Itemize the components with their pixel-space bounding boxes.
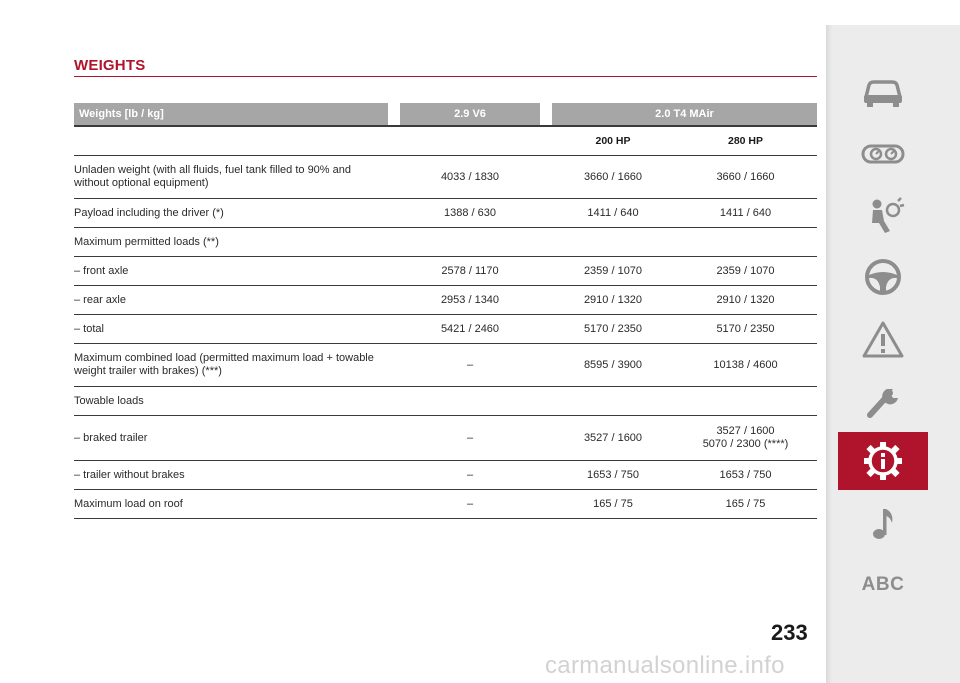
dashboard-icon <box>860 133 906 173</box>
cell-280hp: 3660 / 1660 <box>674 156 817 199</box>
row-label: Towable loads <box>74 387 388 416</box>
row-label: – front axle <box>74 257 388 286</box>
subheader-200hp: 200 HP <box>552 127 674 156</box>
cell-v6: 1388 / 630 <box>400 199 540 228</box>
cell-200hp: 2359 / 1070 <box>552 257 674 286</box>
cell-v6: – <box>400 490 540 519</box>
warning-triangle-icon <box>860 319 906 359</box>
table-row <box>74 387 817 416</box>
cell-v6: 2578 / 1170 <box>400 257 540 286</box>
table-row <box>74 416 817 461</box>
cell-280hp <box>674 416 817 461</box>
header-col-t4: 2.0 T4 MAir <box>552 103 817 127</box>
sidebar-item-emergency[interactable] <box>838 310 928 368</box>
sidebar-item-index[interactable] <box>838 556 928 614</box>
table-row <box>74 344 817 387</box>
cell-280hp-line2: 5070 / 2300 (****) <box>702 438 789 450</box>
heading-divider <box>74 76 817 77</box>
cell-280hp-line1: 3527 / 1600 <box>716 425 775 437</box>
cell-v6: – <box>400 461 540 490</box>
sidebar-item-safety[interactable] <box>838 186 928 244</box>
row-label: Maximum load on roof <box>74 490 388 519</box>
section-heading: WEIGHTS <box>74 57 146 74</box>
cell-200hp: 1653 / 750 <box>552 461 674 490</box>
header-weights-label: Weights [lb / kg] <box>74 103 388 127</box>
table-row <box>74 490 817 519</box>
cell-v6: 5421 / 2460 <box>400 315 540 344</box>
cell-v6: – <box>400 416 540 461</box>
technical-data-gear-icon <box>860 441 906 481</box>
cell-v6 <box>400 387 540 416</box>
cell-200hp: 3527 / 1600 <box>552 416 674 461</box>
sidebar-item-car[interactable] <box>838 62 928 120</box>
row-label: Unladen weight (with all fluids, fuel tank filled to 90% and without optional equipment) <box>74 156 388 199</box>
subheader-280hp: 280 HP <box>674 127 817 156</box>
table-row <box>74 315 817 344</box>
cell-280hp <box>674 228 817 257</box>
cell-200hp <box>552 228 674 257</box>
sidebar-item-technical-data[interactable] <box>838 432 928 490</box>
table-row <box>74 461 817 490</box>
table-row <box>74 257 817 286</box>
table-row <box>74 199 817 228</box>
row-label: – rear axle <box>74 286 388 315</box>
cell-200hp: 2910 / 1320 <box>552 286 674 315</box>
cell-280hp: 165 / 75 <box>674 490 817 519</box>
wrench-icon <box>860 381 906 421</box>
cell-200hp: 8595 / 3900 <box>552 344 674 387</box>
cell-v6 <box>400 228 540 257</box>
cell-280hp <box>674 387 817 416</box>
watermark: carmanualsonline.info <box>545 652 785 679</box>
table-row <box>74 156 817 199</box>
table-header-row <box>74 103 817 127</box>
cell-v6: 2953 / 1340 <box>400 286 540 315</box>
header-col-v6: 2.9 V6 <box>400 103 540 127</box>
steering-wheel-icon <box>860 257 906 297</box>
sidebar-item-multimedia[interactable] <box>838 494 928 552</box>
table-row <box>74 286 817 315</box>
table-row <box>74 228 817 257</box>
sidebar-item-driving[interactable] <box>838 248 928 306</box>
weights-table <box>74 103 817 519</box>
index-abc-label: ABC <box>861 574 905 595</box>
sidebar-item-maintenance[interactable] <box>838 372 928 430</box>
sidebar-item-dashboard[interactable] <box>838 124 928 182</box>
cell-280hp: 2910 / 1320 <box>674 286 817 315</box>
row-label: Payload including the driver (*) <box>74 199 388 228</box>
cell-200hp <box>552 387 674 416</box>
row-label: Maximum combined load (permitted maximum load + towable weight trailer with brakes) (***) <box>74 344 388 387</box>
page-number: 233 <box>771 620 808 645</box>
car-icon <box>860 71 906 111</box>
cell-200hp: 165 / 75 <box>552 490 674 519</box>
cell-280hp: 2359 / 1070 <box>674 257 817 286</box>
row-label: Maximum permitted loads (**) <box>74 228 388 257</box>
row-label: – total <box>74 315 388 344</box>
row-label: – trailer without brakes <box>74 461 388 490</box>
cell-200hp: 5170 / 2350 <box>552 315 674 344</box>
cell-200hp: 3660 / 1660 <box>552 156 674 199</box>
cell-280hp: 10138 / 4600 <box>674 344 817 387</box>
music-note-icon <box>860 503 906 543</box>
cell-200hp: 1411 / 640 <box>552 199 674 228</box>
cell-280hp: 1653 / 750 <box>674 461 817 490</box>
table-subheader-row <box>74 127 817 156</box>
airbag-icon <box>860 195 906 235</box>
cell-v6: – <box>400 344 540 387</box>
cell-280hp: 5170 / 2350 <box>674 315 817 344</box>
cell-v6: 4033 / 1830 <box>400 156 540 199</box>
cell-280hp: 1411 / 640 <box>674 199 817 228</box>
row-label: – braked trailer <box>74 416 388 461</box>
